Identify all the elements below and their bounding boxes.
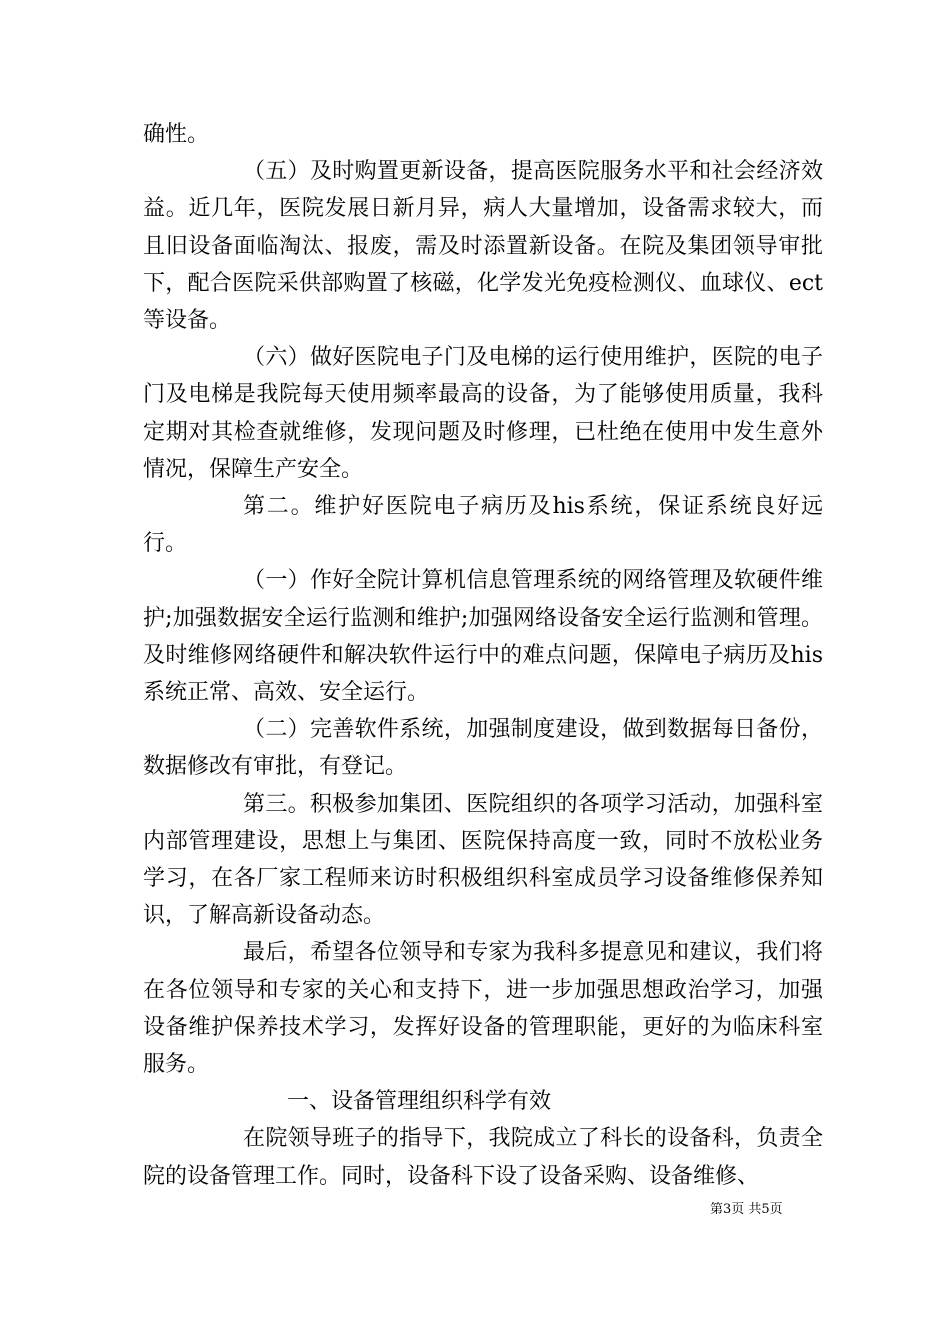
- page-number: 第3页 共5页: [710, 1202, 783, 1217]
- paragraph-closing: 最后，希望各位领导和专家为我科多提意见和建议，我们将在各位领导和专家的关心和支持下，进一步加强思想政治学习，加强设备维护保养技术学习，发挥好设备的管理职能，更好的为临床科室服务。: [143, 940, 823, 1078]
- paragraph-item-6: （六）做好医院电子门及电梯的运行使用维护，医院的电子门及电梯是我院每天使用频率最高的设备，为了能够使用质量，我科定期对其检查就维修，发现问题及时修理，已杜绝在使用中发生意外情况，保障生产安全。: [143, 345, 823, 482]
- section-heading: 一、设备管理组织科学有效: [287, 1089, 552, 1115]
- paragraph-item-5: （五）及时购置更新设备，提高医院服务水平和社会经济效益。近几年，医院发展日新月异，病人大量增加，设备需求较大，而且旧设备面临淘汰、报废，需及时添置新设备。在院及集团领导审批下，配合医院采供部购置了核磁，化学发光免疫检测仪、血球仪、ect等设备。: [143, 159, 823, 334]
- paragraph-section-3: 第三。积极参加集团、医院组织的各项学习活动，加强科室内部管理建设，思想上与集团、医院保持高度一致，同时不放松业务学习，在各厂家工程师来访时积极组织科室成员学习设备维修保养知识，了解高新设备动态。: [143, 791, 823, 929]
- paragraph-intro: 在院领导班子的指导下，我院成立了科长的设备科，负责全院的设备管理工作。同时，设备科下设了设备采购、设备维修、: [143, 1126, 823, 1189]
- paragraph-continuation: 确性。: [143, 122, 210, 147]
- paragraph-section-2: 第二。维护好医院电子病历及his系统，保证系统良好远行。: [143, 494, 823, 557]
- paragraph-section-2-item-2: （二）完善软件系统，加强制度建设，做到数据每日备份，数据修改有审批，有登记。: [143, 717, 823, 780]
- document-body: [143, 116, 823, 1195]
- paragraph-section-2-item-1: （一）作好全院计算机信息管理系统的网络管理及软硬件维护;加强数据安全运行监测和维护;加强网络设备安全运行监测和管理。及时维修网络硬件和解决软件运行中的难点问题，保障电子病历及his系统正常、高效、安全运行。: [143, 568, 823, 706]
